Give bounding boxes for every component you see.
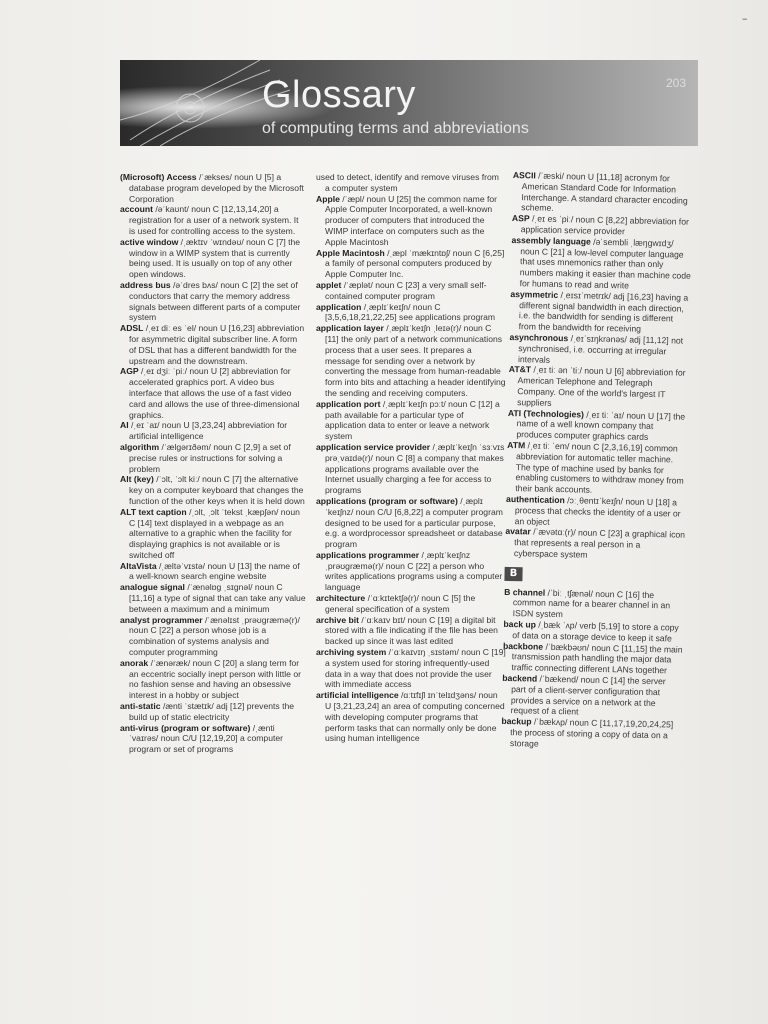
glossary-definition: /əˈkaʊnt/ noun C [12,13,14,20] a registration for a user of a network system. It is used for controlling access to the system. — [129, 204, 299, 236]
glossary-entry — [316, 550, 506, 593]
glossary-definition: /ˈælgərɪðəm/ noun C [2,9] a set of precise rules or instructions for solving a problem — [129, 441, 291, 474]
glossary-term: artificial intelligence — [316, 690, 399, 701]
glossary-definition: /ˌænti ˈvaɪrəs/ noun C/U [12,19,20] a computer program or set of programs — [129, 722, 284, 755]
glossary-term: (Microsoft) Access — [120, 172, 197, 182]
glossary-entry — [120, 323, 306, 366]
glossary-entry — [120, 366, 306, 420]
glossary-definition: /ˌæplɪˈkeɪʃnz ˌprəʊgræmə(r)/ noun C [22] a person who writes applications programs using a computer language — [325, 549, 503, 593]
glossary-definition: /əˈdres bʌs/ noun C [2] the set of conductors that carry the memory address signals between different parts of a computer system — [129, 279, 301, 323]
glossary-term: asymmetric — [510, 288, 559, 300]
glossary-term: AI — [120, 420, 129, 431]
glossary-definition: /ˌeɪ tiː ˈaɪ/ noun U [17] the name of a well known company that produces computer graphics cards — [516, 409, 686, 443]
glossary-definition: /ˌæltəˈvɪstə/ noun U [13] the name of a well-known search engine website — [129, 560, 300, 582]
glossary-entry — [316, 399, 506, 442]
glossary-definition: /ˈbækbəʊn/ noun C [11,15] the main transmission path handling the major data traffic connecting different LANs together — [511, 641, 683, 676]
glossary-term: ASP — [511, 213, 530, 224]
glossary-term: avatar — [505, 526, 531, 537]
glossary-term: active window — [120, 236, 179, 247]
glossary-definition: /ˌeɪ diː es ˈel/ noun U [16,23] abbreviation for asymmetric digital subscriber line. A form of DSL that has a different bandwidth for the upstream and the downstream. — [129, 323, 305, 366]
glossary-entry — [120, 442, 306, 474]
glossary-entry — [120, 172, 306, 204]
glossary-definition: /ˌbæk ˈʌp/ verb [5,19] to store a copy of data on a storage device to keep it safe — [512, 619, 679, 644]
glossary-definition: /ˈɑːkɪtektʃə(r)/ noun C [5] the general specification of a system — [325, 593, 476, 614]
glossary-definition: /ˈæpl/ noun U [25] the common name for Apple Computer Incorporated, a well-known producer of computers that introduced the WIMP interface on computers such as the Apple Macintosh — [325, 193, 498, 247]
glossary-term: ATI (Technologies) — [507, 407, 585, 420]
glossary-definition: /ˈæplət/ noun C [23] a very small self-contained computer program — [325, 279, 487, 301]
glossary-entry — [316, 323, 506, 399]
glossary-entry — [316, 442, 506, 496]
glossary-entry — [509, 332, 690, 368]
glossary-definition: /ɔːˌθentɪˈkeɪʃn/ noun U [18] a process that checks the identity of a user or an object — [514, 495, 681, 527]
glossary-entry — [506, 494, 687, 530]
glossary-definition: /ɑːtɪfɪʃl ɪnˈtelɪdʒəns/ noun U [3,21,23,24] an area of computing concerned with developing computer programs that perform tasks that can normally only be done using human intelligence — [325, 690, 505, 744]
glossary-column-3 — [501, 170, 693, 752]
glossary-term: ALT text caption — [120, 506, 187, 517]
glossary-term: Apple — [316, 193, 340, 204]
glossary-term: ADSL — [120, 323, 144, 334]
glossary-entry — [316, 248, 506, 280]
glossary-entry — [507, 407, 688, 443]
glossary-term: backend — [502, 672, 538, 684]
glossary-term: authentication — [506, 493, 565, 506]
page-subtitle: of computing terms and abbreviations — [262, 120, 529, 137]
glossary-definition: /ˌæplɪˈkeɪʃnz/ noun C/U [6,8,22] a computer program designed to be used for a particular purpose, e.g. a wordprocessor spreadsheet or database program — [325, 495, 503, 550]
glossary-entry — [502, 673, 683, 720]
glossary-term: Alt (key) — [120, 474, 154, 485]
glossary-entry — [316, 593, 506, 615]
glossary-definition: /ˈɔlt, ˈɔlt kiː/ noun C [7] the alternative key on a computer keyboard that changes the function of the other keys when it is held down — [129, 474, 305, 506]
glossary-entry — [316, 647, 506, 690]
glossary-term: application service provider — [316, 441, 431, 452]
corner-mark: – — [742, 12, 748, 25]
glossary-entry — [316, 280, 506, 302]
glossary-definition: /ˌæplɪˈkeɪʃn ˌleɪə(r)/ noun C [11] the only part of a network communications process that a user sees. It prepares a message for sending over a network by converting the message from human-readable form into bits and attaching a header identifying the sending and receiving computers. — [325, 323, 506, 398]
glossary-entry — [120, 204, 306, 236]
page-number: 203 — [665, 76, 686, 90]
glossary-entry — [120, 582, 306, 614]
glossary-definition: /ˌæplɪˈkeɪʃn pɔːt/ noun C [12] a path available for a particular type of application data to enter or leave a network system — [325, 398, 500, 442]
glossary-entry — [316, 302, 506, 324]
glossary-term: applications (program or software) — [316, 495, 458, 506]
glossary-definition: /əˈsembli ˌlæŋgwɪdʒ/ noun C [21] a low-level computer language that uses mnemonics rather than only numbers making it easier than machine code for humans to read and write — [519, 236, 691, 291]
glossary-term: archiving system — [316, 647, 387, 658]
glossary-entry — [505, 526, 686, 562]
glossary-term: application layer — [316, 323, 384, 334]
column-3-a-entries — [505, 170, 693, 562]
glossary-entry — [504, 587, 685, 623]
glossary-definition: /ˌeɪ dʒiː ˈpiː/ noun U [2] abbreviation for accelerated graphics port. A video bus interface that allows the use of a fast video card and allows the use of three-dimensional graphics. — [129, 366, 300, 420]
glossary-definition: /ˈævətɑː(r)/ noun C [23] a graphical icon that represents a real person in a cyberspace system — [513, 526, 686, 560]
glossary-definition: used to detect, identify and remove viruses from a computer system — [316, 172, 499, 193]
glossary-term: account — [120, 204, 153, 215]
column-3-b-entries — [501, 587, 684, 753]
glossary-term: anti-virus (program or software) — [120, 722, 251, 733]
glossary-column-1 — [120, 172, 306, 755]
glossary-term: back up — [503, 618, 537, 630]
glossary-entry — [510, 289, 691, 336]
glossary-column-2 — [316, 172, 506, 744]
glossary-definition: /ˌeɪsɪˈmetrɪk/ adj [16,23] having a different signal bandwidth in each direction, i.e. the bandwidth for sending is different from the bandwidth for receiving — [518, 289, 689, 334]
glossary-definition: /ˈbækʌp/ noun C [11,17,19,20,24,25] the process of storing a copy of data on a storage — [509, 716, 674, 749]
glossary-definition: /ˈbiː ˌtʃænəl/ noun C [16] the common name for a bearer channel in an ISDN system — [512, 587, 671, 620]
glossary-definition: /ˌæpl ˈmækɪntɒʃ/ noun C [6,25] a family of personal computers produced by Apple Computer Inc. — [325, 247, 505, 280]
glossary-definition: /ˈænəræk/ noun C [20] a slang term for an eccentric socially inept person with little or no fashion sense and having an obsessive interest in a hobby or subject — [129, 657, 301, 701]
glossary-entry — [120, 507, 306, 561]
glossary-entry — [316, 194, 506, 248]
glossary-banner — [120, 60, 698, 146]
glossary-definition: /ˈɑːkaɪvɪŋ ˌsɪstəm/ noun C [19] a system used for storing infrequently-used data in a way that does not provide the user with immediate access — [325, 647, 506, 690]
glossary-definition: /ˌæplɪˈkeɪʃn/ noun C [3,5,6,18,21,22,25] see applications program — [325, 301, 496, 323]
glossary-term: analyst programmer — [120, 614, 203, 625]
glossary-term: archive bit — [316, 614, 359, 625]
glossary-entry — [120, 420, 306, 442]
glossary-entry — [512, 170, 693, 217]
glossary-term: Apple Macintosh — [316, 247, 385, 258]
glossary-entry — [120, 474, 306, 506]
glossary-definition: /ˌeɪ ˈaɪ/ noun U [3,23,24] abbreviation for artificial intelligence — [129, 420, 288, 442]
glossary-term: AT&T — [508, 364, 532, 375]
glossary-definition: /ˈɑːkaɪv bɪt/ noun C [19] a digital bit stored with a file indicating if the file has been backed up since it was last edited — [325, 614, 498, 647]
glossary-entry — [316, 496, 506, 550]
glossary-term: algorithm — [120, 441, 160, 452]
page-title: Glossary — [262, 74, 416, 116]
glossary-term: asynchronous — [509, 331, 569, 344]
glossary-entry — [502, 641, 683, 677]
glossary-definition: /ˈækses/ noun U [5] a database program developed by the Microsoft Corporation — [129, 172, 304, 204]
glossary-definition: /ˌeɪ es ˈpiː/ noun C [8,22] abbreviation for application service provider — [520, 213, 690, 237]
section-letter-b: B — [504, 567, 522, 581]
glossary-term: analogue signal — [120, 582, 185, 593]
glossary-term: ASCII — [512, 170, 536, 181]
glossary-term: backbone — [502, 640, 544, 652]
glossary-entry — [506, 440, 687, 498]
glossary-term: anorak — [120, 657, 149, 668]
glossary-entry — [120, 615, 306, 658]
glossary-term: ATM — [507, 439, 526, 451]
glossary-entry — [316, 690, 506, 744]
glossary-definition: /ˌæplɪˈkeɪʃn ˈsɜːvɪs prəˌvaɪdə(r)/ noun C [8] a company that makes applications programs available over the Internet usually charging a fee for access to programs — [325, 441, 505, 496]
glossary-definition: /ˈbækend/ noun C [14] the server part of a client-server configuration that provides a service on a network at the request of a client — [510, 673, 666, 717]
glossary-term: assembly language — [511, 234, 591, 247]
glossary-definition: /ˌeɪˈsɪŋkrənəs/ adj [11,12] not synchronised, i.e. occurring at irregular intervals — [517, 333, 684, 365]
glossary-definition: /ˌeɪ tiː ən ˈtiː/ noun U [6] abbreviation for American Telephone and Telegraph Company. One of the world's largest IT suppliers — [517, 364, 686, 408]
glossary-term: applications programmer — [316, 549, 420, 560]
glossary-term: architecture — [316, 593, 366, 604]
glossary-term: AGP — [120, 366, 139, 377]
glossary-entry — [120, 280, 306, 323]
glossary-term: applet — [316, 279, 342, 290]
glossary-entry — [120, 723, 306, 755]
glossary-entry — [316, 615, 506, 647]
glossary-entry — [508, 364, 689, 411]
glossary-definition: /ˈænəlɒg ˌsɪgnəl/ noun C [11,16] a type of signal that can take any value between a maximum and a minimum — [129, 582, 306, 614]
glossary-definition: /ˌɔlt, ˌɔlt ˈtekst ˌkæpʃən/ noun C [14] text displayed in a webpage as an alternative to a graphic when the facility for displaying graphics is not available or is switched off — [129, 506, 300, 560]
glossary-entry — [316, 172, 506, 194]
glossary-term: application port — [316, 398, 381, 409]
glossary-entry — [511, 235, 692, 293]
glossary-term: backup — [501, 716, 532, 727]
glossary-term: AltaVista — [120, 560, 157, 571]
glossary-term: application — [316, 301, 362, 312]
glossary-entry — [120, 658, 306, 701]
glossary-term: B channel — [504, 586, 546, 598]
glossary-entry — [501, 716, 682, 752]
glossary-term: address bus — [120, 279, 171, 290]
glossary-definition: /ˌæktɪv ˈwɪndəʊ/ noun C [7] the window in a WIMP system that is currently being used. It is usually on top of any other open windows. — [129, 236, 301, 280]
glossary-entry — [120, 561, 306, 583]
glossary-entry — [120, 701, 306, 723]
glossary-definition: /ˈænəlɪst ˌprəʊgræmə(r)/ noun C [22] a person whose job is a combination of systems analysis and computer programming — [129, 614, 300, 658]
glossary-definition: /ænti ˈstætɪk/ adj [12] prevents the build up of static electricity — [129, 701, 295, 722]
glossary-definition: /ˈæski/ noun U [11,18] acronym for American Standard Code for Information Interchange. A standard character encoding scheme. — [521, 170, 688, 214]
glossary-entry — [120, 237, 306, 280]
glossary-definition: /ˌeɪ tiː ˈem/ noun C [2,3,16,19] common abbreviation for automatic teller machine. The type of machine used by banks for enabling customers to withdraw money from their bank accounts. — [515, 440, 684, 495]
glossary-term: anti-static — [120, 701, 161, 712]
